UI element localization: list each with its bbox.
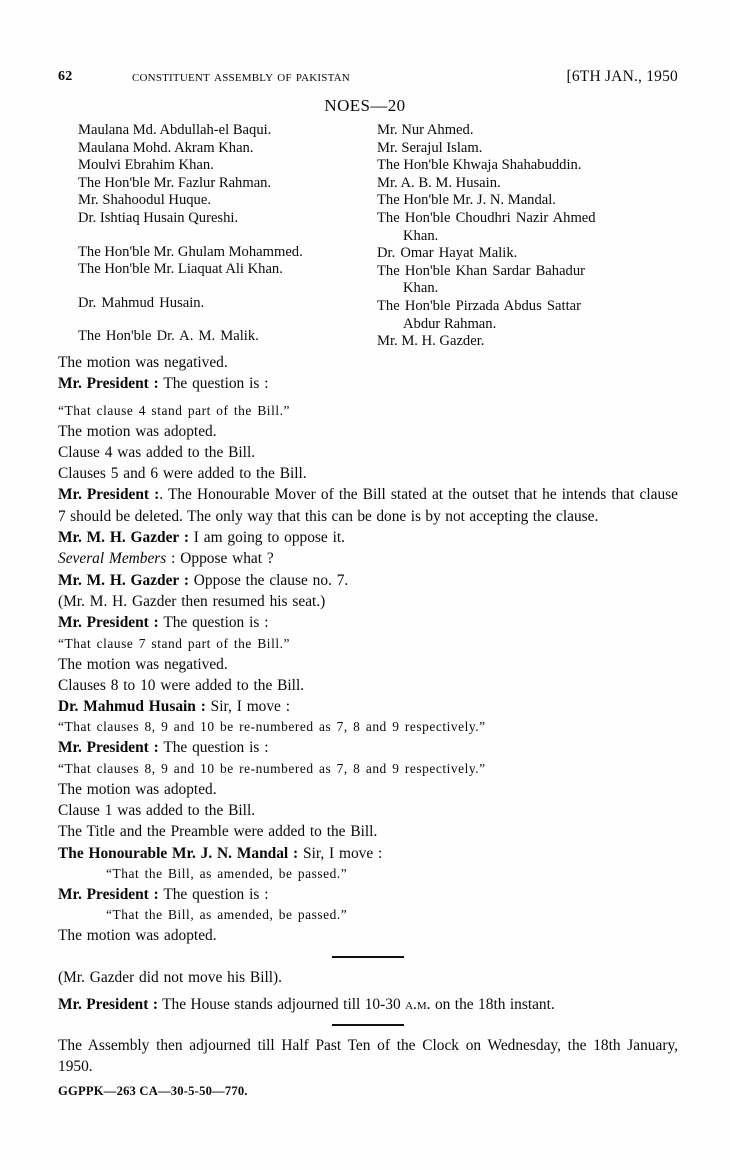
list-gap [78,312,373,328]
noes-list-left-column [78,122,373,346]
printer-imprint: GGPPK—263 CA—30-5-50—770. [58,1084,248,1098]
speech-text: Sir, I move : [298,844,383,862]
speech-text: The question is : [158,614,269,632]
proceeding-line [58,737,678,758]
speaker-name: The Honourable Mr. J. N. Mandal : [58,844,299,862]
list-gap [78,228,373,244]
division-name: The Hon'ble Dr. A. M. Malik. [78,328,259,345]
proceeding-line: The motion was negatived. [58,655,228,673]
speech-text: Sir, I move : [205,698,291,716]
division-name: Mr. A. B. M. Husain. [377,174,501,191]
division-name: Mr. Nur Ahmed. [377,122,474,138]
division-name: Dr. Ishtiaq Husain Qureshi. [78,209,239,226]
motion-quote: “That the Bill, as amended, be passed.” [106,865,348,881]
motion-quote: “That clause 4 stand part of the Bill.” [58,402,290,418]
proceeding-line: (Mr. M. H. Gazder then resumed his seat.) [58,592,326,610]
division-name: The Hon'ble Choudhri Nazir Ahmed [377,209,596,226]
adjournment-paragraph [58,994,678,1015]
proceeding-line: The motion was adopted. [58,422,217,440]
proceedings-body [58,352,678,1078]
proceeding-line [58,570,678,591]
proceeding-paragraph [58,484,678,527]
division-name: The Hon'ble Khwaja Shahabuddin. [377,157,582,174]
motion-quote: “That clause 7 stand part of the Bill.” [58,635,290,651]
motion-quote: “That clauses 8, 9 and 10 be re-numbered as 7, 8 and 9 respectively.” [58,760,486,776]
motion-quote: “That the Bill, as amended, be passed.” [106,907,348,923]
speech-text: The question is : [158,739,269,757]
division-name: Mr. M. H. Gazder. [377,333,485,350]
proceeding-line: The Title and the Preamble were added to the Bill. [58,823,378,841]
division-heading: NOES—20 [324,96,406,115]
proceeding-line [58,612,678,633]
page-folio-number: 62 [58,69,73,84]
division-name: Maulana Mohd. Akram Khan. [78,139,254,156]
proceeding-line: The motion was adopted. [58,927,217,945]
proceeding-line: Clause 4 was added to the Bill. [58,443,256,461]
division-name: The Hon'ble Mr. Liaquat Ali Khan. [78,261,283,278]
speaker-name: Dr. Mahmud Husain : [58,698,206,716]
division-name: Mr. Serajul Islam. [377,139,483,156]
proceeding-line [58,548,678,569]
speech-text: . The Honourable Mover of the Bill stated at the outset that he intends that clause 7 should be deleted. The only way that this can be done is by not accepting the clause. [58,486,678,525]
speaker-name: Mr. President : [58,885,159,903]
speech-text: on the 18th instant. [430,995,555,1013]
motion-quote: “That clauses 8, 9 and 10 be re-numbered as 7, 8 and 9 respectively.” [58,719,486,735]
division-name: The Hon'ble Mr. Ghulam Mohammed. [78,243,303,260]
division-name: The Hon'ble Mr. J. N. Mandal. [377,192,556,209]
proceeding-line: Clauses 5 and 6 were added to the Bill. [58,465,307,483]
list-gap [78,279,373,295]
proceeding-line [58,373,678,394]
division-name: Dr. Omar Hayat Malik. [377,245,518,262]
speech-text: : Oppose what ? [166,550,274,568]
speaker-name-italic: Several Members [58,550,167,568]
speaker-name: Mr. President : [58,486,160,504]
running-title: constituent assembly of pakistan [132,68,350,85]
proceeding-line [58,843,678,864]
division-name: The Hon'ble Pirzada Abdus Sattar [377,297,581,314]
division-name: The Hon'ble Mr. Fazlur Rahman. [78,174,272,191]
proceeding-line [58,696,678,717]
division-name: Maulana Md. Abdullah-el Baqui. [78,122,272,138]
speech-text: The House stands adjourned till 10-30 [157,995,406,1013]
division-name-continuation: Khan. [403,280,439,297]
assembly-adjourned-note: The Assembly then adjourned till Half Past Ten of the Clock on Wednesday, the 18th January, 1950. [58,1037,678,1076]
speech-text: I am going to oppose it. [188,529,345,547]
division-name: Mr. Shahoodul Huque. [78,192,211,209]
speech-text: The question is : [158,375,269,393]
proceeding-line: Clause 1 was added to the Bill. [58,802,256,820]
section-divider-rule [332,956,404,958]
speaker-name: Mr. President : [58,995,158,1013]
speech-text: The question is : [158,885,269,903]
speaker-name: Mr. President : [58,614,159,632]
speaker-name: Mr. President : [58,739,159,757]
speech-text: Oppose the clause no. 7. [188,571,349,589]
proceeding-line: (Mr. Gazder did not move his Bill). [58,968,283,986]
division-name-continuation: Abdur Rahman. [403,315,497,332]
proceeding-line: Clauses 8 to 10 were added to the Bill. [58,676,305,694]
proceeding-line [58,884,678,905]
division-name-continuation: Khan. [403,227,439,244]
date-reference: [6TH JAN., 1950 [566,68,678,85]
running-head [58,68,678,90]
section-divider-rule [332,1024,404,1026]
speaker-name: Mr. M. H. Gazder : [58,571,189,589]
division-name: Moulvi Ebrahim Khan. [78,157,214,174]
noes-list-right-column [377,122,677,351]
proceeding-line: The motion was negatived. [58,354,228,371]
proceeding-line [58,527,678,548]
proceeding-line: The motion was adopted. [58,780,217,798]
time-meridiem: a.m. [405,995,431,1013]
division-name: The Hon'ble Khan Sardar Bahadur [377,262,586,279]
division-name: Dr. Mahmud Husain. [78,294,205,311]
speaker-name: Mr. M. H. Gazder : [58,529,189,547]
speaker-name: Mr. President : [58,375,159,393]
